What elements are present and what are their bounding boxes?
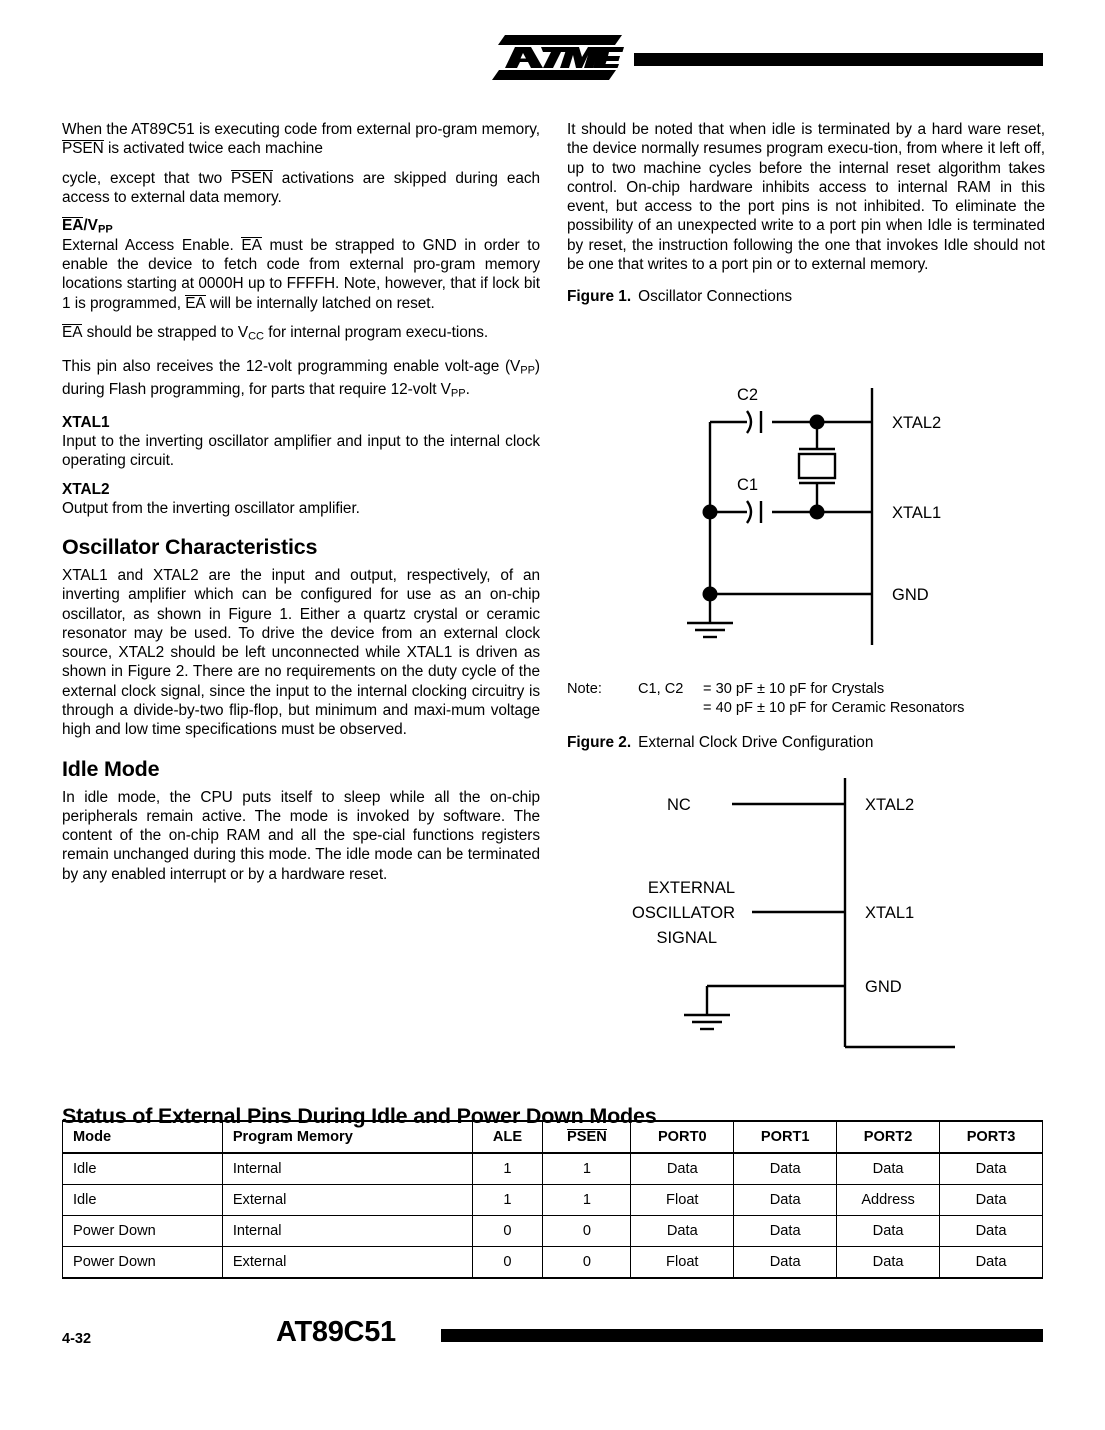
paragraph-ea-vcc [62,323,540,347]
paragraph-idle-mode: In idle mode, the CPU puts itself to sleep while all the on-chip peripherals remain active. The mode is invoked by software. The content of the on-chip RAM and all the spe-cial functions registers remain unchanged during this mode. The idle mode can be terminated by any enabled interrupt or by a hardware reset. [62,788,540,883]
cell-port2: Data [837,1216,940,1247]
figure-2-nc-label: NC [667,796,691,814]
text-run: activations are skipped during each access to external data memory. [62,169,540,206]
figure-2-ext-line2: OSCILLATOR [631,904,735,922]
figure-1-label: Figure 1. [567,288,632,306]
cell-port3: Data [940,1153,1043,1185]
heading-oscillator-characteristics: Oscillator Characteristics [62,534,318,559]
capacitor-c1-symbol [747,501,761,523]
figure-2-ext-line3: SIGNAL [656,929,717,947]
paragraph-xtal1: Input to the inverting oscillator amplifier and input to the internal clock operating circuit. [62,433,540,470]
ea-overline: EA [241,236,262,254]
cell-program-memory: External [222,1185,472,1216]
column-header-mode: Mode [63,1121,223,1153]
figure-2-title: External Clock Drive Configuration [638,734,874,751]
figure-2-external-clock-drive [567,770,1045,1065]
figure-2-caption [567,734,1045,752]
text-run: . [465,381,470,399]
text-run: External Access Enable. [62,236,242,254]
cell-ale: 1 [472,1185,543,1216]
cell-mode: Idle [63,1153,223,1185]
cell-program-memory: External [222,1247,472,1279]
cell-port3: Data [940,1216,1043,1247]
figure-2-pin-gnd: GND [865,978,902,996]
column-header-port2: PORT2 [837,1121,940,1153]
figure-2-label: Figure 2. [567,734,632,751]
ea-overline: EA [62,217,84,235]
table-row [63,1185,1043,1216]
cell-port0: Float [631,1247,734,1279]
figure-1-oscillator-connections [567,380,1045,660]
heading-xtal2: XTAL2 [62,480,110,498]
cell-program-memory: Internal [222,1153,472,1185]
column-header-port0: PORT0 [631,1121,734,1153]
ea-overline: EA [185,294,206,312]
text-run: /V [83,217,98,235]
text-run: must be strapped to GND in order to enable the device to fetch code from external pro-gram memory locations starting at 0000H up to FFFFH. Note, however, that if lock bit 1 is programmed, [62,236,540,312]
status-pins-table [62,1120,1043,1279]
cell-mode: Power Down [63,1247,223,1279]
column-header-program-memory: Program Memory [222,1121,472,1153]
text-run: ) during Flash programming, for parts that require 12-volt V [62,357,540,399]
page-header [0,0,1105,100]
cell-psen: 0 [543,1247,631,1279]
heading-xtal1: XTAL1 [62,414,110,432]
figure-1-pin-xtal2: XTAL2 [892,414,942,432]
cell-port0: Float [631,1185,734,1216]
cell-ale: 0 [472,1216,543,1247]
atmel-logo [487,31,627,81]
psen-overline: PSEN [62,140,104,158]
note-label: Note: [567,681,602,697]
crystal-body [799,454,835,478]
footer-rule [441,1329,1043,1342]
cell-port2: Address [837,1185,940,1216]
left-text-column [62,120,540,894]
table-row [63,1247,1043,1279]
paragraph-oscillator-characteristics: XTAL1 and XTAL2 are the input and output, respectively, of an inverting amplifier which can be configured for use as an on-chip oscillator, as shown in Figure 1. Either a quartz crystal or ceramic resonator may be used. To drive the device from an external clock source, XTAL2 should be left unconnected while XTAL1 is driven as shown in Figure 2. There are no requirements on the duty cycle of the external clock signal, since the input to the internal clocking circuitry is through a divide-by-two flip-flop, but minimum and maxi-mum voltage high and low time specifications must be observed. [62,566,540,739]
figure-2-pin-xtal2: XTAL2 [865,796,915,814]
cell-program-memory: Internal [222,1216,472,1247]
junction-dot [703,505,718,520]
junction-dot [703,587,718,602]
junction-dot [810,415,825,430]
cell-mode: Power Down [63,1216,223,1247]
paragraph-vpp-programming [62,357,540,404]
text-run: PP [450,387,466,400]
footer-part-number: AT89C51 [276,1316,396,1348]
ea-overline: EA [62,323,83,341]
cell-port1: Data [734,1185,837,1216]
table-row [63,1216,1043,1247]
heading-ea-vpp [62,217,540,235]
column-header-port3: PORT3 [940,1121,1043,1153]
text-run: cycle, except that two [62,169,232,187]
note-components: C1, C2 [638,681,684,697]
text-run: PP [97,223,113,236]
footer-page-number: 4-32 [62,1331,92,1347]
column-header-psen [543,1121,631,1153]
figure-1-c1-label: C1 [737,476,759,494]
text-run: should be strapped to V [82,323,249,341]
note-value-crystals: = 30 pF ± 10 pF for Crystals [703,681,885,697]
ground-symbol [687,623,733,637]
cell-ale: 1 [472,1153,543,1185]
capacitor-c2-symbol [747,411,761,433]
figure-2-pin-xtal1: XTAL1 [865,904,915,922]
figure-1-pin-gnd: GND [892,586,929,604]
figure-1-c2-label: C2 [737,386,759,404]
psen-overline: PSEN [567,1129,607,1145]
cell-port3: Data [940,1185,1043,1216]
cell-port3: Data [940,1247,1043,1279]
heading-idle-mode: Idle Mode [62,756,160,781]
text-run: When the AT89C51 is executing code from external pro-gram memory, [62,121,540,138]
paragraph-ea-description [62,236,540,313]
header-rule [634,53,1043,66]
column-header-ale: ALE [472,1121,543,1153]
column-header-port1: PORT1 [734,1121,837,1153]
table-row [63,1153,1043,1185]
right-text-column [567,120,1045,306]
cell-port1: Data [734,1216,837,1247]
note-value-ceramic: = 40 pF ± 10 pF for Ceramic Resonators [703,700,965,716]
text-run: for internal program execu-tions. [264,323,489,341]
psen-overline: PSEN [231,169,273,187]
figure-2-ext-line1: EXTERNAL [647,879,735,897]
cell-port2: Data [837,1247,940,1279]
figure-1-pin-xtal1: XTAL1 [892,504,942,522]
cell-port2: Data [837,1153,940,1185]
cell-port1: Data [734,1247,837,1279]
text-run: CC [248,330,264,343]
ground-symbol [684,1015,730,1029]
paragraph-idle-reset: It should be noted that when idle is terminated by a hard ware reset, the device normally resumes program execu-tion, from where it left off, up to two machine cycles before the internal reset algorithm takes control. On-chip hardware inhibits access to internal RAM in this event, but access to the port pins is not inhibited. To eliminate the possibility of an unexpected write to a port pin when Idle is terminated by reset, the instruction following the one that invokes Idle should not be one that writes to a port pin or to external memory. [567,121,1045,274]
cell-psen: 1 [543,1185,631,1216]
text-run: PP [520,363,535,376]
paragraph-xtal2: Output from the inverting oscillator amplifier. [62,499,360,517]
table-header-row [63,1121,1043,1153]
junction-dot [810,505,825,520]
cell-psen: 1 [543,1153,631,1185]
figure-1-title: Oscillator Connections [638,288,793,306]
text-run: This pin also receives the 12-volt programming enable volt-age (V [62,357,521,375]
cell-mode: Idle [63,1185,223,1216]
cell-port0: Data [631,1153,734,1185]
figure-1-caption [567,288,1045,306]
paragraph-psen-1 [62,120,540,159]
cell-port1: Data [734,1153,837,1185]
heading-status-of-external-pins: Status of External Pins During Idle and Power Down Modes [62,1103,657,1128]
text-run: will be internally latched on reset. [205,294,435,312]
cell-port0: Data [631,1216,734,1247]
cell-psen: 0 [543,1216,631,1247]
text-run: is activated twice each machine [103,140,323,158]
paragraph-psen-2 [62,169,540,208]
cell-ale: 0 [472,1247,543,1279]
